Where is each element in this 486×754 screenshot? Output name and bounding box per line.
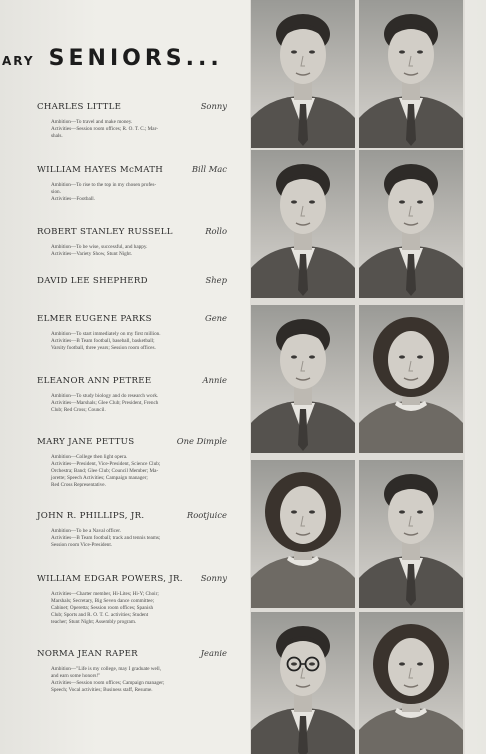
senior-nickname: Sonny [200, 573, 227, 583]
senior-details [37, 244, 227, 258]
senior-name: WILLIAM HAYES McMATH [37, 165, 164, 175]
detail-line: Ambition—To be a Naval officer. [51, 528, 121, 534]
detail-line: Speech; Vocal activities; Business staff, Resume. [51, 687, 153, 693]
senior-details [37, 454, 227, 489]
senior-name: NORMA JEAN RAPER [37, 649, 138, 659]
detail-line: Activities—Variety Show, Stunt Night. [51, 251, 133, 257]
senior-entry [37, 164, 227, 203]
senior-name: ELMER EUGENE PARKS [37, 314, 152, 324]
senior-name: CHARLES LITTLE [37, 102, 122, 112]
detail-line: Activities—Session room offices; Campaign manager; [51, 680, 165, 686]
name-row [37, 164, 227, 175]
name-row [37, 226, 227, 237]
detail-line: Cabinet; Operetta; Session room offices; Spanish [51, 605, 154, 611]
name-row [37, 648, 227, 659]
senior-portrait [359, 305, 463, 453]
senior-nickname: Rootjuice [186, 510, 227, 520]
detail-line: teacher; Stunt Night; Assembly program. [51, 619, 137, 625]
senior-entry [37, 101, 227, 140]
detail-line: Activities—Charter member, Hi-Lites; Hi-Y; Choir; [51, 591, 159, 597]
detail-line: Ambition—"Life is my college, may I graduate well, [51, 666, 162, 672]
senior-details [37, 119, 227, 140]
detail-line: Activities—B Team football, baseball, basketball; [51, 338, 155, 344]
detail-line: Red Cross Representative. [51, 482, 106, 488]
heading-prefix: ARY [2, 54, 35, 68]
senior-entry [37, 313, 227, 352]
senior-nickname: Gene [205, 313, 227, 323]
senior-name: DAVID LEE SHEPHERD [37, 276, 148, 286]
senior-entry [37, 226, 227, 258]
senior-portrait [359, 460, 463, 608]
senior-nickname: Annie [202, 375, 227, 385]
senior-nickname: Bill Mac [191, 164, 227, 174]
senior-entry [37, 375, 227, 414]
senior-portrait [359, 150, 463, 298]
detail-line: Club; Sports and R. O. T. C. activities; Student [51, 612, 149, 618]
senior-nickname: Rollo [205, 226, 227, 236]
detail-line: Activities—Football. [51, 196, 95, 202]
senior-details [37, 528, 227, 549]
name-row [37, 313, 227, 324]
senior-portrait [359, 612, 463, 754]
detail-line: Ambition—To travel and make money. [51, 119, 133, 125]
senior-name: ELEANOR ANN PETREE [37, 376, 152, 386]
section-heading [2, 46, 223, 71]
senior-portrait [251, 150, 355, 298]
detail-line: Varsity football, three years; Session room offices. [51, 345, 156, 351]
detail-line: Activities—B Team football; track and tennis teams; [51, 535, 161, 541]
senior-name: ROBERT STANLEY RUSSELL [37, 227, 173, 237]
senior-nickname: Shep [205, 275, 227, 285]
senior-entry [37, 573, 227, 626]
detail-line: Activities—Session room offices; R. O. T. C.; Mar- [51, 126, 158, 132]
senior-details [37, 591, 227, 626]
senior-entry [37, 510, 227, 549]
senior-name: MARY JANE PETTUS [37, 437, 135, 447]
detail-line: Ambition—To be wise, successful, and happy. [51, 244, 148, 250]
name-row [37, 375, 227, 386]
senior-entry [37, 436, 227, 489]
detail-line: jorette; Speech Activities; Campaign manager; [51, 475, 148, 481]
heading-title: SENIORS... [48, 46, 223, 71]
senior-nickname: Sonny [200, 101, 227, 111]
detail-line: Club; Red Cross; Council. [51, 407, 106, 413]
detail-line: and earn some honors!" [51, 673, 101, 679]
senior-portrait [251, 612, 355, 754]
detail-line: Marshals; Secretary, Big Seven dance committee; [51, 598, 155, 604]
name-row [37, 573, 227, 584]
detail-line: Ambition—To rise to the top in my chosen profes- [51, 182, 157, 188]
name-row [37, 275, 227, 286]
senior-details [37, 393, 227, 414]
senior-portrait [251, 0, 355, 148]
senior-entry [37, 275, 227, 286]
senior-details [37, 666, 227, 694]
senior-name: WILLIAM EDGAR POWERS, JR. [37, 574, 183, 584]
senior-nickname: One Dimple [176, 436, 227, 446]
photo-grid [250, 0, 465, 754]
detail-line: shals. [51, 133, 63, 139]
senior-portrait [359, 0, 463, 148]
senior-details [37, 182, 227, 203]
detail-line: Ambition—College then light opera. [51, 454, 128, 460]
detail-line: Session room Vice-President. [51, 542, 113, 548]
detail-line: Orchestra; Band; Glee Club; Council Member; Ma- [51, 468, 159, 474]
detail-line: Ambition—To study biology and do research work. [51, 393, 159, 399]
detail-line: Ambition—To start immediately on my first million. [51, 331, 161, 337]
senior-entry [37, 648, 227, 694]
senior-name: JOHN R. PHILLIPS, JR. [37, 511, 145, 521]
name-row [37, 101, 227, 112]
name-row [37, 510, 227, 521]
senior-portrait [251, 460, 355, 608]
detail-line: Activities—Marshals; Glee Club; President, French [51, 400, 159, 406]
detail-line: Activities—President, Vice-President, Science Club; [51, 461, 161, 467]
detail-line: sion. [51, 189, 61, 195]
senior-nickname: Jeanie [200, 648, 227, 658]
name-row [37, 436, 227, 447]
senior-portrait [251, 305, 355, 453]
senior-details [37, 331, 227, 352]
